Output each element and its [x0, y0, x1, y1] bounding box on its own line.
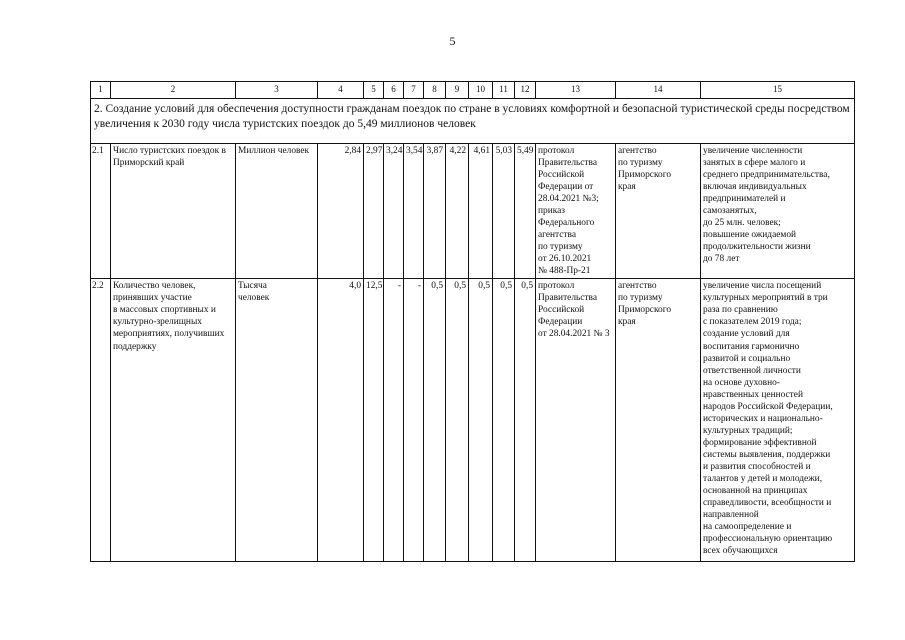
- year-value: -: [404, 279, 424, 562]
- column-number: 9: [446, 82, 469, 99]
- year-value: 0,5: [515, 279, 536, 562]
- column-number: 5: [364, 82, 384, 99]
- column-number: 12: [515, 82, 536, 99]
- column-number: 6: [384, 82, 404, 99]
- row-number: 2.2: [91, 279, 111, 562]
- section-title: 2. Создание условий для обеспечения доступности гражданам поездок по стране в условиях комфортной и безопасной туристической среды посредством увеличения к 2030 году числа туристских поездок до 5,49 миллионов человек: [91, 99, 855, 144]
- year-value: 0,5: [493, 279, 515, 562]
- year-value: 3,54: [404, 144, 424, 279]
- year-value: 2,97: [364, 144, 384, 279]
- year-value: 0,5: [446, 279, 469, 562]
- indicators-table: [90, 81, 855, 562]
- indicator-name: Количество человек, принявших участие в массовых спортивных и культурно-зрелищных мероприятиях, получивших поддержку: [111, 279, 236, 562]
- year-value: -: [384, 279, 404, 562]
- national-goal-link: увеличение численности занятых в сфере малого и среднего предпринимательства, включая индивидуальных предпринимателей и самозанятых, до 25 млн. человек; повышение ожидаемой продолжительности жизни до 78 лет: [701, 144, 855, 279]
- basis-document: протокол Правительства Российской Федерации от 28.04.2021 № 3: [536, 279, 616, 562]
- table-row: [91, 144, 855, 279]
- column-number: 4: [318, 82, 364, 99]
- column-number: 11: [493, 82, 515, 99]
- page-number: 5: [449, 34, 456, 48]
- indicator-name: Число туристских поездок в Приморский край: [111, 144, 236, 279]
- table-row: [91, 279, 855, 562]
- responsible-body: агентство по туризму Приморского края: [616, 144, 701, 279]
- basis-document: протокол Правительства Российской Федерации от 28.04.2021 №3; приказ Федерального агентства по туризму от 26.10.2021 № 488-Пр-21: [536, 144, 616, 279]
- section-row: [91, 99, 855, 144]
- national-goal-link: увеличение числа посещений культурных мероприятий в три раза по сравнению с показателем 2019 года; создание условий для воспитания гармонично развитой и социально ответственной личности на основе духовно- нравственных ценностей народов Российской Федерации, исторических и национально- культурных традиций; формирование эффективной системы выявления, поддержки и развития способностей и талантов у детей и молодежи, основанной на принципах справедливости, всеобщности и направленной на самоопределение и профессиональную ориентацию всех обучающихся: [701, 279, 855, 562]
- base-value: 2,84: [318, 144, 364, 279]
- row-number: 2.1: [91, 144, 111, 279]
- year-value: 0,5: [469, 279, 493, 562]
- year-value: 3,87: [424, 144, 446, 279]
- responsible-body: агентство по туризму Приморского края: [616, 279, 701, 562]
- column-number: 8: [424, 82, 446, 99]
- column-number: 14: [616, 82, 701, 99]
- year-value: 5,49: [515, 144, 536, 279]
- year-value: 0,5: [424, 279, 446, 562]
- column-number: 10: [469, 82, 493, 99]
- base-value: 4,0: [318, 279, 364, 562]
- year-value: 4,22: [446, 144, 469, 279]
- column-number: 13: [536, 82, 616, 99]
- column-number: 3: [236, 82, 318, 99]
- column-number: 15: [701, 82, 855, 99]
- column-number: 2: [111, 82, 236, 99]
- column-number: 1: [91, 82, 111, 99]
- year-value: 3,24: [384, 144, 404, 279]
- column-number: 7: [404, 82, 424, 99]
- column-number-row: [91, 82, 855, 99]
- year-value: 12,5: [364, 279, 384, 562]
- year-value: 5,03: [493, 144, 515, 279]
- year-value: 4,61: [469, 144, 493, 279]
- unit-of-measure: Миллион человек: [236, 144, 318, 279]
- unit-of-measure: Тысяча человек: [236, 279, 318, 562]
